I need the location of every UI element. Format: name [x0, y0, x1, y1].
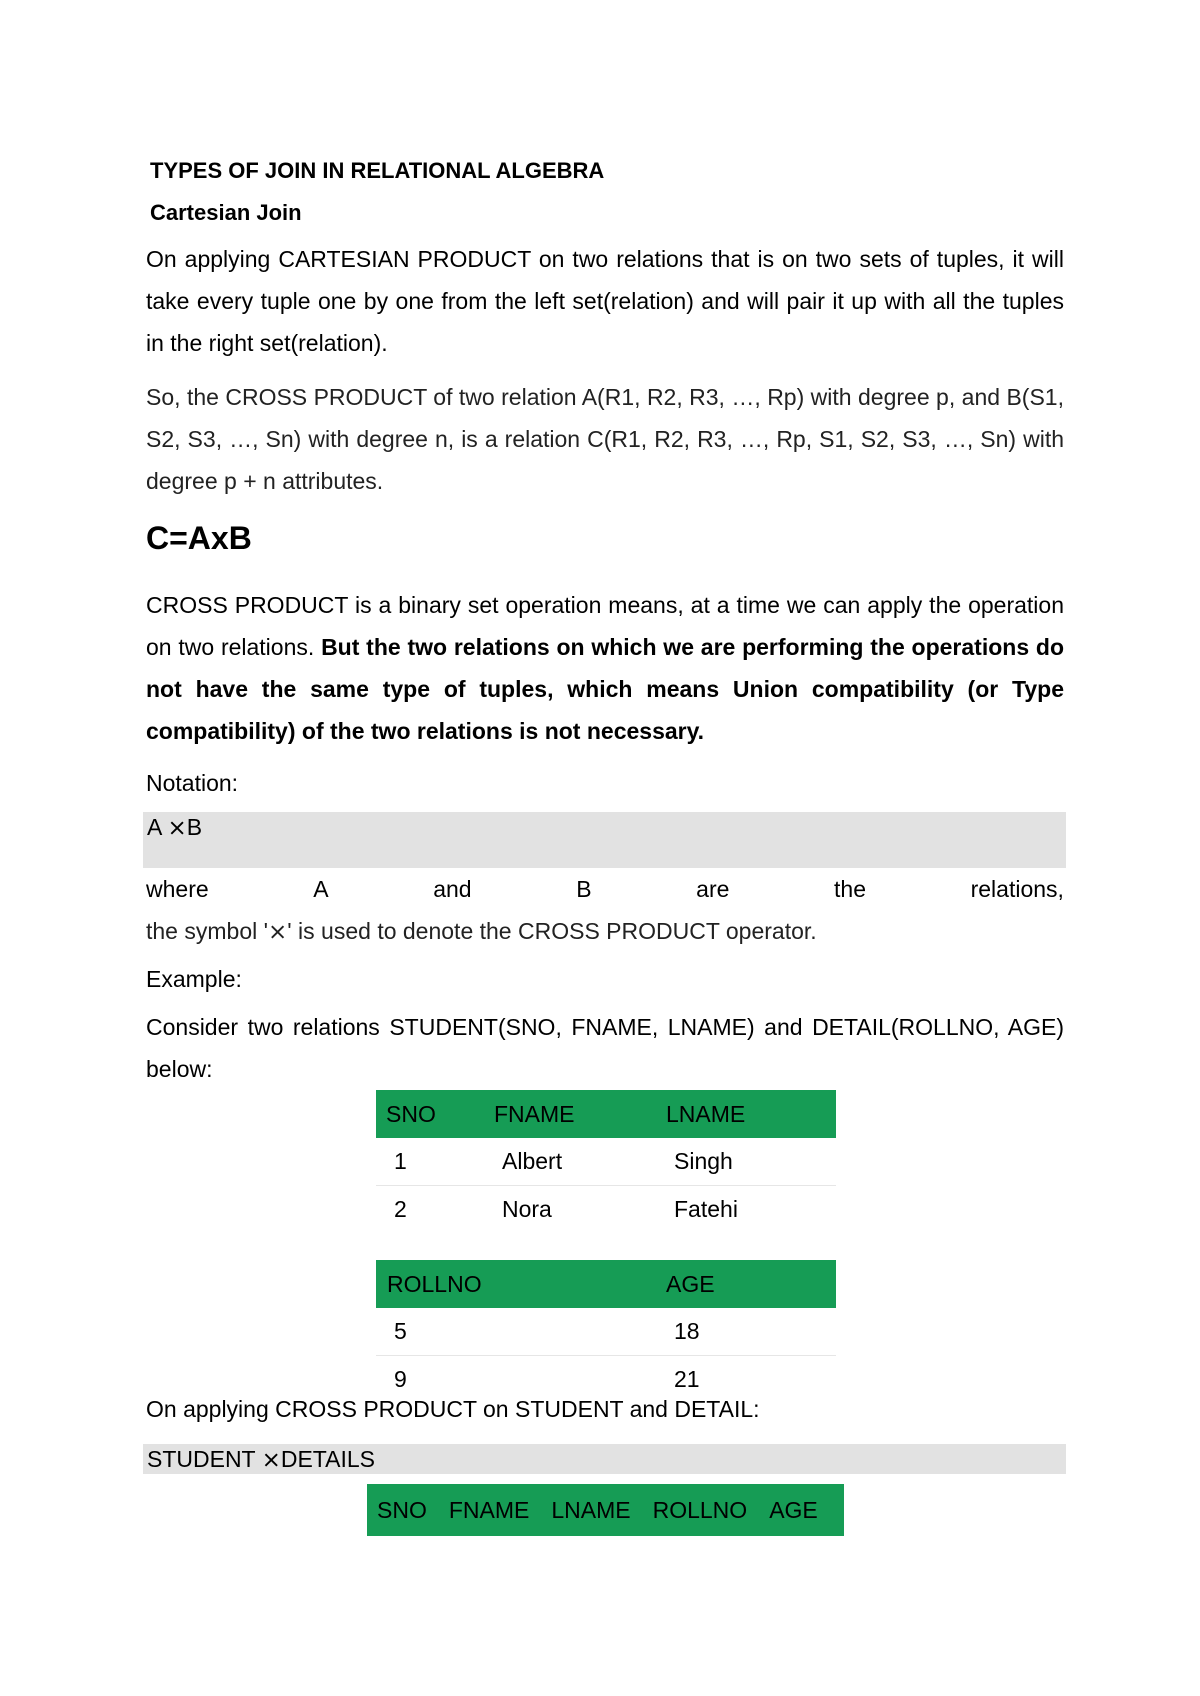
table-header-row	[376, 1090, 836, 1138]
column-header: AGE	[769, 1496, 818, 1523]
paragraph-bold-text: But the two relations on which we are performing the operations do not have the same type of tuples, which means Union compatibility (or Type compatibility) of the two relations is not necessary.	[146, 634, 1065, 744]
column-header: ROLLNO	[652, 1496, 748, 1523]
where-word: B	[576, 876, 592, 902]
table-cell: Singh	[666, 1138, 836, 1186]
document-title: TYPES OF JOIN IN RELATIONAL ALGEBRA	[150, 158, 605, 183]
where-line-2: the symbol '⨯' is used to denote the CROSS PRODUCT operator.	[146, 918, 817, 944]
table-cell: 9	[394, 1366, 407, 1392]
column-header: LNAME	[551, 1496, 631, 1523]
table-row	[376, 1186, 836, 1234]
column-header: ROLLNO	[376, 1260, 666, 1308]
where-word: relations,	[970, 876, 1064, 902]
table-cell: Albert	[494, 1138, 666, 1186]
column-header: FNAME	[448, 1496, 530, 1523]
student-table	[376, 1090, 836, 1233]
applying-label: On applying CROSS PRODUCT on STUDENT and DETAIL:	[146, 1396, 760, 1422]
notation-code-box	[143, 812, 1066, 868]
table-cell: 1	[376, 1138, 494, 1186]
section-heading: Cartesian Join	[150, 200, 302, 225]
table-cell: 21	[674, 1366, 700, 1392]
table-cell: Fatehi	[674, 1196, 738, 1222]
paragraph-normal-text: CROSS PRODUCT is a binary set operation means, at a time we can apply the operation on two relations.	[146, 592, 1064, 660]
table-cell: Nora	[502, 1196, 552, 1222]
column-header: AGE	[666, 1260, 836, 1308]
column-header: FNAME	[494, 1090, 666, 1138]
where-word: A	[313, 876, 329, 902]
notation-label: Notation:	[146, 770, 239, 796]
paragraph-binary-operation	[146, 584, 1064, 752]
table-header-row	[376, 1260, 836, 1308]
example-label: Example:	[146, 966, 242, 992]
paragraph-cross-product-definition: So, the CROSS PRODUCT of two relation A(R1, R2, R3, …, Rp) with degree p, and B(S1, S2, S3, …, Sn) with degree n, is a relation C(R1, R2, R3, …, Rp, S1, S2, S3, …, Sn) with degree p + n attributes.	[146, 384, 1064, 494]
where-word: and	[433, 876, 472, 902]
table-row	[376, 1138, 836, 1186]
notation-code: A ⨯B	[147, 814, 203, 840]
table-cell: 5	[376, 1308, 666, 1356]
formula: C=AxB	[146, 520, 252, 556]
where-word: where	[146, 876, 209, 902]
result-table-header	[367, 1484, 844, 1536]
detail-table	[376, 1260, 836, 1403]
where-explanation	[146, 868, 1064, 952]
result-code: STUDENT ⨯DETAILS	[147, 1446, 376, 1472]
column-header: LNAME	[666, 1090, 836, 1138]
column-header: SNO	[377, 1496, 427, 1523]
where-word: are	[696, 876, 730, 902]
table-row	[376, 1308, 836, 1356]
table-cell: 18	[666, 1308, 836, 1356]
paragraph-consider: Consider two relations STUDENT(SNO, FNAME, LNAME) and DETAIL(ROLLNO, AGE) below:	[146, 1014, 1064, 1082]
table-cell: 2	[394, 1196, 407, 1222]
where-word: the	[834, 876, 866, 902]
paragraph-cartesian-intro: On applying CARTESIAN PRODUCT on two relations that is on two sets of tuples, it will take every tuple one by one from the left set(relation) and will pair it up with all the tuples in the right set(relation).	[146, 246, 1064, 356]
column-header: SNO	[376, 1090, 494, 1138]
where-line-1	[146, 868, 1064, 910]
